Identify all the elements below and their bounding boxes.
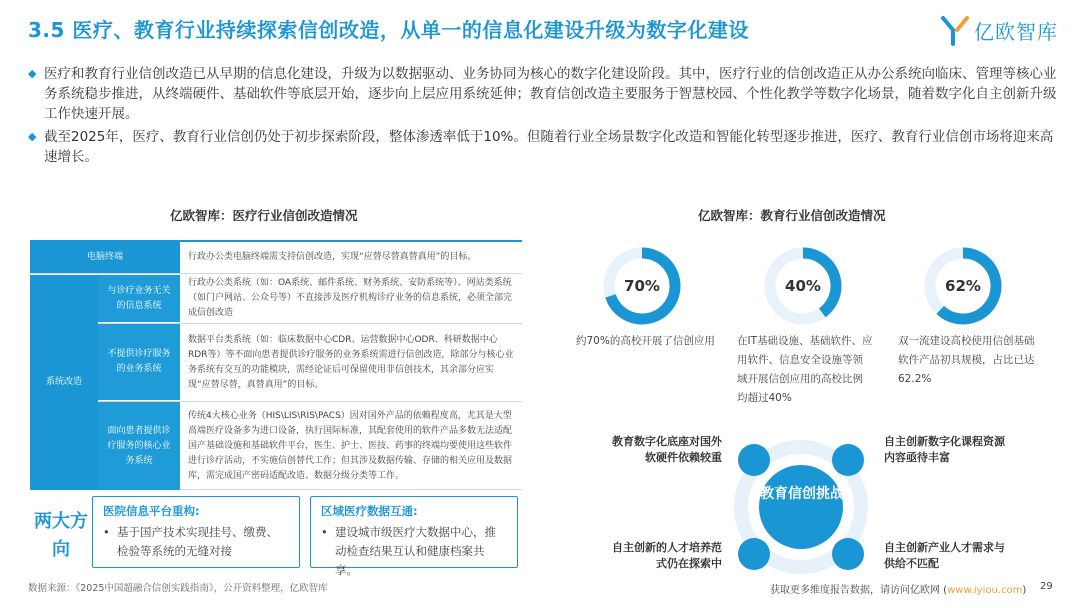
table-row [98,274,522,324]
footer-more-text: 获取更多维度报告数据，请访问亿欧网 ( [770,585,948,596]
intro-bullets [28,64,1058,170]
challenge-item: 自主创新产业人才需求与供给不匹配 [884,541,1005,570]
challenge-diagram [720,425,890,585]
table-row [98,324,522,402]
row-label: 与诊疗业务无关的信息系统 [98,275,180,323]
challenge-center-text: 教育信创挑战 [760,486,844,502]
direction-card [92,496,300,568]
donut-charts [560,240,1060,340]
donut-62 [930,253,996,319]
quadrant-dot [832,444,864,476]
education-section-title: 亿欧智库：教育行业信创改造情况 [698,208,886,223]
center-circle [759,465,843,549]
logo-icon [940,14,970,46]
direction-body: 建设城市级医疗大数据中心，推动检查结果互认和健康档案共享。 [335,525,496,577]
row-desc: 传统4大核心业务（HIS\LIS\RIS\PACS）因对国外产品的依赖程度高，尤其是大型高端医疗设备多为进口设备，执行国际标准，其配套使用的软件产品多数无法适配国产基础设施和基础软件平台，医生、护士、医技、药事的终端均要使用这些软件进行诊疗活动，不实施信创替代工作；但其涉及数据传输、存储的相关应用及数据库，需完成国产密码适配改造、数据分级分类等工作。 [188,410,513,481]
bullet-dot-icon: • [321,525,328,539]
direction-title: 区域医疗数据互通: [321,504,418,518]
quadrant-dot [738,538,770,570]
challenge-item: 自主创新数字化课程资源内容亟待丰富 [884,435,1005,464]
donut-40 [770,253,836,319]
diamond-icon: ◆ [28,130,37,143]
footer-more [770,581,1026,596]
two-directions-label: 两大方向 [34,511,88,560]
quadrant-dot [738,444,770,476]
logo-text: 亿欧智库 [974,19,1058,44]
bullet-item [28,127,1058,167]
challenge-item: 自主创新的人才培养范式仍在探索中 [612,541,722,570]
row-label: 面向患者提供诊疗服务的核心业务系统 [98,402,180,490]
bullet-text: 截至2025年，医疗、教育行业信创仍处于初步探索阶段，整体渗透率低于10%。但随着行业全场景数字化改造和智能化转型逐步推进，医疗、教育行业信创市场将迎来高速增长。 [44,129,1054,165]
row-desc: 行政办公类电脑终端需支持信创改造，实现“应替尽替真替真用”的目标。 [188,252,477,262]
direction-body: 基于国产技术实现挂号、缴费、检验等系统的无缝对接 [117,525,278,558]
donut-desc: 双一流建设高校使用信创基础软件产品初具规模，占比已达62.2% [898,335,1035,385]
table-row [30,242,522,274]
donut-label: 70% [624,277,660,295]
medical-table [30,240,522,490]
direction-title: 医院信息平台重构: [103,504,200,518]
direction-card [310,496,518,577]
medical-section-title: 亿欧智库：医疗行业信创改造情况 [170,208,358,223]
donut-label: 62% [945,277,981,295]
source-note: 数据来源：《2025中国超融合信创实践指南》，公开资料整理，亿欧智库 [28,583,328,594]
page-title: 3.5 医疗、教育行业持续探索信创改造，从单一的信息化建设升级为数字化建设 [28,18,749,42]
footer-close: ) [1022,585,1027,596]
row-label: 不提供诊疗服务的业务系统 [98,324,180,401]
quadrant-dot [832,538,864,570]
challenge-item: 教育数字化底座对国外软硬件依赖较重 [612,435,722,464]
row-label: 电脑终端 [30,242,180,273]
logo [940,14,1058,46]
diamond-icon: ◆ [28,67,37,80]
row-desc: 行政办公类系统（如：OA系统、邮件系统、财务系统、安防系统等）、网站类系统（如门户网站、公众号等）不直接涉及医疗机构诊疗业务的信息系统，必须全部完成信创改造 [188,278,513,318]
footer-link[interactable]: www.iyiou.com [947,585,1023,596]
table-row [98,402,522,490]
row-desc: 数据平台类系统（如：临床数据中心CDR、运营数据中心ODR、科研数据中心RDR等）等不面向患者提供诊疗服务的业务系统需进行信创改造，除部分与核心业务系统有交互的功能模块，需经论证后可保留使用非信创技术，其余部分应实现“应替尽替，真替真用”的目标。 [188,334,514,390]
donut-desc: 在IT基础设施、基础软件、应用软件、信息安全设施等领域开展信创应用的高校比例均超过40% [737,335,873,404]
page-number: 29 [1040,581,1053,592]
bullet-text: 医疗和教育行业信创改造已从早期的信息化建设，升级为以数据驱动、业务协同为核心的数字化建设阶段。其中，医疗行业的信创改造正从办公系统向临床、管理等核心业务系统稳步推进，从终端硬件、基础软件等底层开始，逐步向上层应用系统延伸；教育信创改造主要服务于智慧校园、个性化教学等数字化场景，随着数字化自主创新升级工作快速开展。 [44,66,1057,122]
donut-70 [609,253,675,319]
bullet-dot-icon: • [103,525,110,539]
donut-label: 40% [785,277,821,295]
group-label: 系统改造 [30,274,98,490]
bullet-item [28,64,1058,124]
donut-desc: 约70%的高校开展了信创应用 [576,335,715,347]
